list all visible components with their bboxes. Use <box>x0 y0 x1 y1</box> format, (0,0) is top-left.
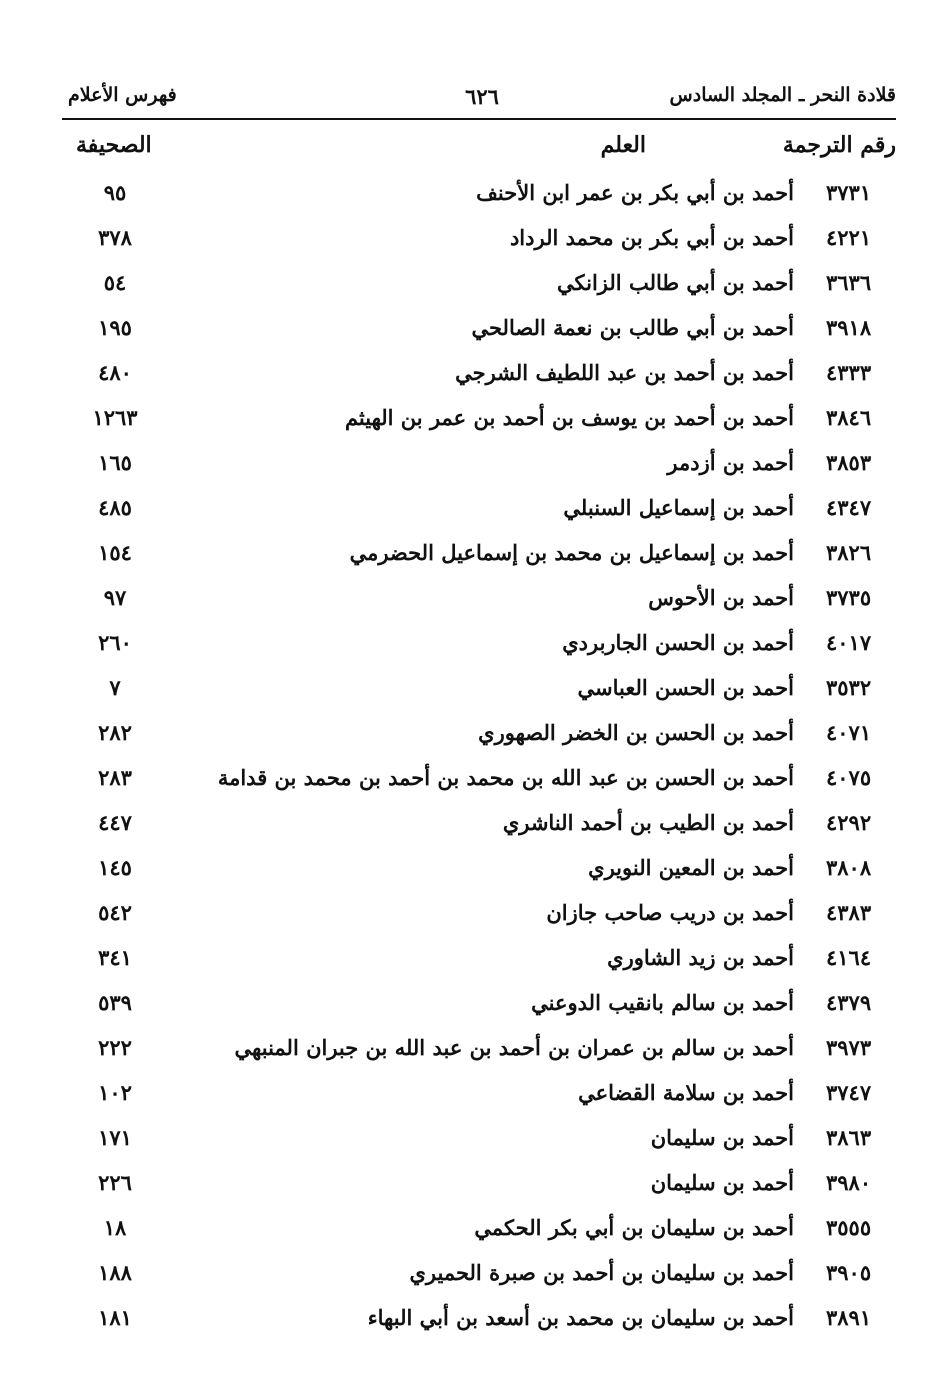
index-entry <box>62 575 896 620</box>
entry-page: ١٨٨ <box>98 1260 132 1285</box>
index-entry <box>62 395 896 440</box>
entry-page: ٢٢٢ <box>98 1035 132 1060</box>
entry-page: ١٤٥ <box>98 855 132 880</box>
entry-number: ٣٩٠٥ <box>826 1260 872 1285</box>
entry-name: أحمد بن سلامة القضاعي <box>578 1080 794 1105</box>
book-title: قلادة النحر ـ المجلد السادس <box>669 84 896 106</box>
entry-name: أحمد بن أبي طالب بن نعمة الصالحي <box>471 315 794 340</box>
index-entry <box>62 980 896 1025</box>
index-entry <box>62 800 896 845</box>
entry-name: أحمد بن أبي بكر بن عمر ابن الأحنف <box>476 180 794 205</box>
entry-number: ٣٦٣٦ <box>826 270 872 295</box>
entry-number: ٣٨٢٦ <box>826 540 872 565</box>
column-headers <box>62 132 896 166</box>
entry-page: ٢٦٠ <box>98 630 132 655</box>
index-entry <box>62 260 896 305</box>
entry-number: ٤٠٧١ <box>826 720 872 745</box>
index-entry <box>62 485 896 530</box>
entry-name: أحمد بن الحسن الجاربردي <box>562 630 794 655</box>
entry-page: ٩٥ <box>103 180 127 205</box>
entry-page: ٤٨٠ <box>98 360 132 385</box>
entry-page: ٤٨٥ <box>98 495 132 520</box>
index-entry <box>62 665 896 710</box>
entry-name: أحمد بن سالم بانقيب الدوعني <box>531 990 794 1015</box>
entry-page: ١٨١ <box>98 1305 132 1330</box>
entry-page: ١٠٢ <box>98 1080 132 1105</box>
entry-page: ٥٤٢ <box>98 900 132 925</box>
entry-name: أحمد بن إسماعيل السنبلي <box>563 495 794 520</box>
entry-page: ٢٢٦ <box>98 1170 132 1195</box>
entry-page: ١٨ <box>103 1215 127 1240</box>
entry-number: ٣٨٠٨ <box>826 855 872 880</box>
entry-name: أحمد بن سليمان بن أبي بكر الحكمي <box>474 1215 794 1240</box>
entry-number: ٣٧٣٥ <box>826 585 872 610</box>
entry-page: ٤٤٧ <box>98 810 132 835</box>
entry-number: ٤٢٢١ <box>826 225 872 250</box>
entry-name: أحمد بن إسماعيل بن محمد بن إسماعيل الحضرمي <box>349 540 794 565</box>
entry-page: ١٦٥ <box>98 450 132 475</box>
index-entry <box>62 215 896 260</box>
entry-number: ٤١٦٤ <box>826 945 872 970</box>
entry-name: أحمد بن أحمد بن يوسف بن أحمد بن عمر بن الهيثم <box>344 405 794 430</box>
entry-name: أحمد بن زيد الشاوري <box>607 945 794 970</box>
entry-number: ٤٣٤٧ <box>826 495 872 520</box>
entry-number: ٤٠٧٥ <box>826 765 872 790</box>
entry-number: ٣٩٨٠ <box>826 1170 872 1195</box>
index-entry <box>62 845 896 890</box>
entry-number: ٣٨٤٦ <box>826 405 872 430</box>
entry-name: أحمد بن أبي طالب الزانكي <box>557 270 794 295</box>
index-entry <box>62 710 896 755</box>
entry-number: ٣٧٤٧ <box>826 1080 872 1105</box>
entry-name: أحمد بن الحسن العباسي <box>577 675 794 700</box>
entry-page: ٢٨٢ <box>98 720 132 745</box>
entry-page: ٢٨٣ <box>98 765 132 790</box>
entry-page: ٣٧٨ <box>98 225 132 250</box>
entry-name: أحمد بن دريب صاحب جازان <box>546 900 794 925</box>
entry-name: أحمد بن سليمان بن أحمد بن صبرة الحميري <box>409 1260 794 1285</box>
index-entry <box>62 755 896 800</box>
index-entry <box>62 1070 896 1115</box>
index-entry <box>62 170 896 215</box>
index-entry <box>62 935 896 980</box>
entry-name: أحمد بن سليمان <box>650 1125 794 1150</box>
entry-number: ٣٥٣٢ <box>826 675 872 700</box>
index-entry <box>62 1115 896 1160</box>
entry-name: أحمد بن سليمان <box>650 1170 794 1195</box>
entry-number: ٣٧٣١ <box>826 180 872 205</box>
entry-page: ٩٧ <box>103 585 127 610</box>
entry-name: أحمد بن الحسن بن عبد الله بن محمد بن أحمد بن محمد بن قدامة <box>217 765 794 790</box>
section-title: فهرس الأعلام <box>68 84 177 106</box>
index-entry <box>62 1025 896 1070</box>
entry-page: ١٥٤ <box>98 540 132 565</box>
index-entry <box>62 890 896 935</box>
entry-name: أحمد بن سالم بن عمران بن أحمد بن عبد الله بن جبران المنبهي <box>234 1035 794 1060</box>
entry-number: ٣٨٥٣ <box>826 450 872 475</box>
entry-name: أحمد بن المعين النويري <box>588 855 794 880</box>
entry-number: ٣٨٩١ <box>826 1305 872 1330</box>
entry-page: ٣٤١ <box>98 945 132 970</box>
entry-number: ٤٣٣٣ <box>826 360 872 385</box>
entry-number: ٣٥٥٥ <box>826 1215 872 1240</box>
entry-page: ١٧١ <box>98 1125 132 1150</box>
index-entry <box>62 440 896 485</box>
index-entry <box>62 350 896 395</box>
entry-page: ٧ <box>109 675 121 700</box>
entry-page: ٥٤ <box>103 270 127 295</box>
column-header-name: العلم <box>600 132 646 158</box>
entry-number: ٤٠١٧ <box>826 630 872 655</box>
entry-number: ٣٩١٨ <box>826 315 872 340</box>
running-header <box>68 84 896 114</box>
index-entry <box>62 1250 896 1295</box>
index-entry <box>62 1295 896 1340</box>
entry-name: أحمد بن سليمان بن محمد بن أسعد بن أبي البهاء <box>367 1305 794 1330</box>
index-entry <box>62 530 896 575</box>
entry-number: ٤٣٨٣ <box>826 900 872 925</box>
entry-name: أحمد بن الأحوس <box>648 585 794 610</box>
entry-number: ٣٨٦٣ <box>826 1125 872 1150</box>
column-header-page: الصحيفة <box>76 132 152 158</box>
entry-page: ٥٣٩ <box>98 990 132 1015</box>
entry-name: أحمد بن الطيب بن أحمد الناشري <box>502 810 794 835</box>
entry-name: أحمد بن أحمد بن عبد اللطيف الشرجي <box>455 360 794 385</box>
entry-name: أحمد بن الحسن بن الخضر الصهوري <box>478 720 794 745</box>
index-entry <box>62 305 896 350</box>
index-entries <box>62 170 896 1340</box>
entry-page: ١٢٦٣ <box>92 405 138 430</box>
index-entry <box>62 1160 896 1205</box>
header-divider <box>62 118 896 120</box>
entry-number: ٣٩٧٣ <box>826 1035 872 1060</box>
index-entry <box>62 1205 896 1250</box>
entry-name: أحمد بن أبي بكر بن محمد الرداد <box>509 225 794 250</box>
index-entry <box>62 620 896 665</box>
entry-page: ١٩٥ <box>98 315 132 340</box>
entry-number: ٤٣٧٩ <box>826 990 872 1015</box>
page-number: ٦٢٦ <box>465 84 499 109</box>
column-header-entry-number: رقم الترجمة <box>782 132 896 158</box>
entry-name: أحمد بن أزدمر <box>667 450 794 475</box>
entry-number: ٤٢٩٢ <box>826 810 872 835</box>
